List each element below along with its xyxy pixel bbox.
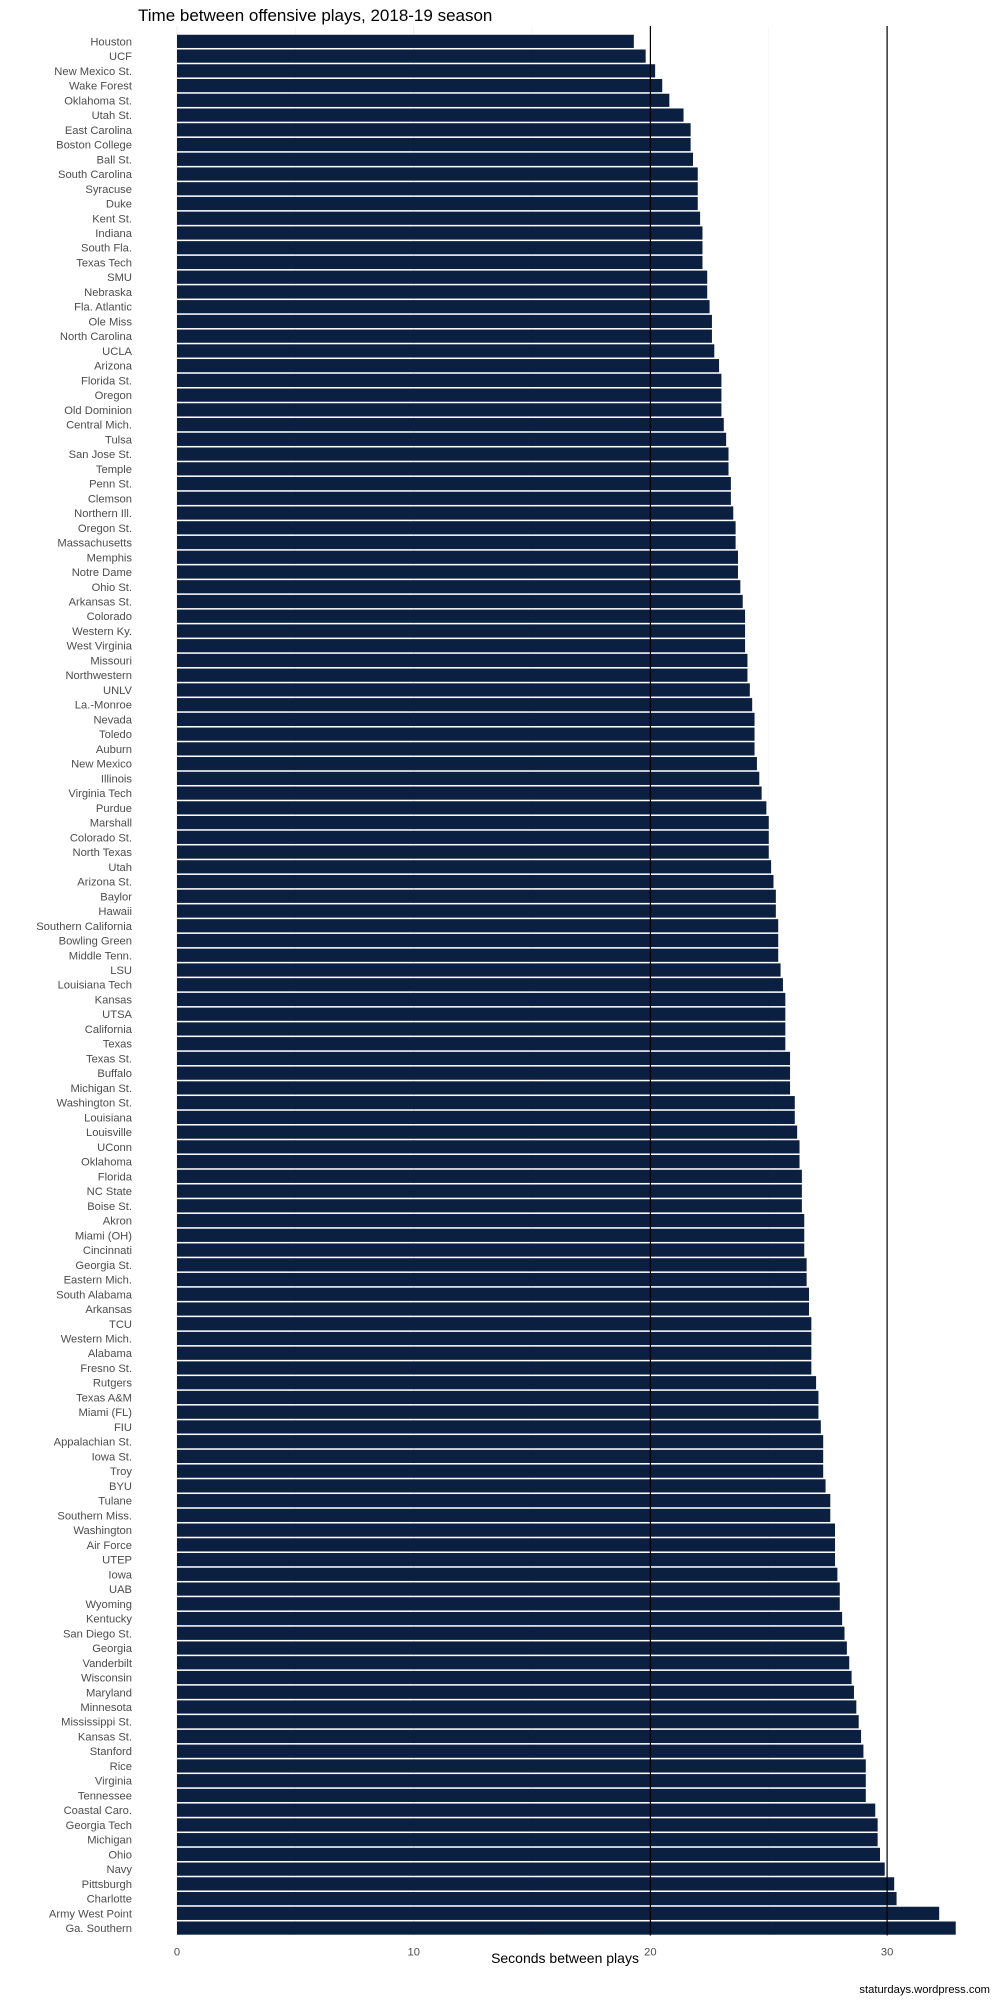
team-label: Tulane — [98, 1495, 132, 1508]
team-label: Texas Tech — [76, 257, 132, 270]
team-label: Utah — [108, 861, 132, 874]
team-label: San Jose St. — [68, 449, 132, 462]
bar — [177, 1494, 830, 1507]
bar — [177, 1568, 837, 1581]
team-label: Arkansas — [85, 1304, 132, 1317]
team-label: Ga. Southern — [65, 1923, 132, 1936]
team-label: Iowa St. — [91, 1451, 132, 1464]
bar — [177, 300, 710, 313]
team-label: Georgia Tech — [65, 1819, 132, 1832]
bar — [177, 374, 721, 387]
bar — [177, 904, 776, 917]
bar — [177, 1921, 956, 1934]
team-label: Memphis — [86, 552, 132, 565]
bar — [177, 860, 771, 873]
team-label: SMU — [107, 272, 132, 285]
bar — [177, 757, 757, 770]
x-tick-label: 30 — [880, 1946, 894, 1959]
bar — [177, 787, 762, 800]
team-label: UCF — [109, 51, 132, 64]
bar — [177, 1582, 840, 1595]
team-label: LSU — [110, 964, 132, 977]
bar — [177, 875, 773, 888]
team-label: South Alabama — [56, 1289, 132, 1302]
team-label: UCLA — [102, 345, 132, 358]
team-label: Penn St. — [89, 478, 132, 491]
bar — [177, 167, 698, 180]
team-label: Oklahoma St. — [64, 95, 132, 108]
bar — [177, 624, 745, 637]
team-label: Auburn — [95, 743, 132, 756]
team-label: Western Ky. — [72, 625, 132, 638]
bar — [177, 1332, 811, 1345]
team-label: Arizona — [94, 360, 132, 373]
team-label: Miami (FL) — [78, 1407, 132, 1420]
team-label: Akron — [102, 1215, 132, 1228]
bar — [177, 1450, 823, 1463]
team-label: Navy — [106, 1864, 132, 1877]
team-label: Alabama — [87, 1348, 132, 1361]
bar — [177, 1243, 804, 1256]
team-label: Georgia — [92, 1643, 132, 1656]
team-label: Massachusetts — [57, 537, 132, 550]
bar — [177, 212, 700, 225]
team-label: Texas — [102, 1038, 132, 1051]
team-label: Texas A&M — [76, 1392, 132, 1405]
bar — [177, 1509, 830, 1522]
team-label: UNLV — [102, 684, 132, 697]
bar — [177, 1199, 802, 1212]
team-label: South Fla. — [81, 242, 132, 255]
bar — [177, 1553, 835, 1566]
team-label: Colorado St. — [69, 832, 132, 845]
x-axis-label: Seconds between plays — [491, 1950, 639, 1966]
team-label: Notre Dame — [71, 567, 132, 580]
team-label: Marshall — [89, 817, 132, 830]
bar — [177, 1214, 804, 1227]
bar — [177, 713, 755, 726]
bar — [177, 271, 707, 284]
bar — [177, 1184, 802, 1197]
bar — [177, 1686, 854, 1699]
bar — [177, 1597, 840, 1610]
bar — [177, 1907, 939, 1920]
bar — [177, 1008, 785, 1021]
bar — [177, 1347, 811, 1360]
team-label: North Carolina — [59, 331, 132, 344]
bar — [177, 182, 698, 195]
bar — [177, 344, 714, 357]
x-tick-label: 10 — [407, 1946, 420, 1959]
team-label: Northern Ill. — [74, 508, 132, 521]
bar — [177, 580, 740, 593]
team-label: Florida St. — [81, 375, 132, 388]
team-label: Minnesota — [80, 1701, 132, 1714]
team-label: Baylor — [100, 891, 132, 904]
team-label: Purdue — [95, 802, 132, 815]
bar — [177, 1126, 797, 1139]
bar — [177, 816, 769, 829]
bar — [177, 536, 736, 549]
bar — [177, 772, 759, 785]
bar — [177, 654, 747, 667]
team-label: Duke — [105, 198, 132, 211]
team-label: Nevada — [93, 714, 132, 727]
bar — [177, 285, 707, 298]
team-label: Washington St. — [56, 1097, 132, 1110]
bar — [177, 492, 731, 505]
team-label: California — [84, 1023, 132, 1036]
team-label: UTSA — [102, 1009, 132, 1022]
bar — [177, 521, 736, 534]
bar — [177, 1420, 821, 1433]
team-label: Maryland — [85, 1687, 132, 1700]
bar — [177, 1302, 809, 1315]
bar — [177, 801, 766, 814]
bar — [177, 1627, 844, 1640]
bar — [177, 1096, 795, 1109]
bar — [177, 1612, 842, 1625]
bar — [177, 1288, 809, 1301]
bar — [177, 1465, 823, 1478]
team-label: Syracuse — [85, 183, 132, 196]
bar — [177, 1804, 875, 1817]
team-label: Washington — [73, 1525, 132, 1538]
team-label: Arkansas St. — [68, 596, 132, 609]
bar — [177, 565, 738, 578]
team-label: Boston College — [56, 139, 132, 152]
team-label: Louisiana — [84, 1112, 132, 1125]
team-label: Wyoming — [85, 1598, 132, 1611]
team-label: Oregon St. — [77, 522, 132, 535]
team-label: Ohio — [108, 1849, 132, 1862]
bar — [177, 1361, 811, 1374]
bar — [177, 919, 778, 932]
bar — [177, 949, 778, 962]
bar — [177, 1848, 880, 1861]
bar — [177, 1877, 894, 1890]
team-label: Illinois — [100, 773, 132, 786]
team-label: Stanford — [89, 1746, 132, 1759]
bar — [177, 1759, 866, 1772]
team-label: Miami (OH) — [74, 1230, 132, 1243]
bar — [177, 1818, 878, 1831]
bar — [177, 1435, 823, 1448]
bar — [177, 1863, 885, 1876]
bar — [177, 1037, 785, 1050]
team-label: UAB — [108, 1584, 132, 1597]
team-label: UConn — [97, 1141, 132, 1154]
team-label: Mississippi St. — [61, 1716, 132, 1729]
bar — [177, 963, 781, 976]
source-caption: staturdays.wordpress.com — [859, 1984, 990, 1996]
team-label: Middle Tenn. — [68, 950, 132, 963]
team-label: Oregon — [94, 390, 132, 403]
bar — [177, 845, 769, 858]
bar — [177, 477, 731, 490]
team-label: West Virginia — [66, 640, 132, 653]
team-label: Kansas St. — [77, 1731, 132, 1744]
bar — [177, 1067, 790, 1080]
team-label: TCU — [109, 1318, 132, 1331]
bar — [177, 64, 655, 77]
team-label: Clemson — [87, 493, 132, 506]
team-label: Buffalo — [97, 1068, 132, 1081]
bar — [177, 669, 747, 682]
team-label: Virginia — [94, 1775, 132, 1788]
bar — [177, 50, 646, 63]
bar — [177, 1730, 861, 1743]
x-tick-label: 0 — [173, 1946, 181, 1959]
team-label: Michigan — [87, 1834, 132, 1847]
bar — [177, 389, 721, 402]
bar — [177, 1170, 802, 1183]
bar — [177, 1140, 800, 1153]
bar — [177, 831, 769, 844]
team-label: Virginia Tech — [68, 788, 132, 801]
team-label: UTEP — [102, 1554, 132, 1567]
bar — [177, 1774, 866, 1787]
team-label: Ball St. — [96, 154, 132, 167]
team-label: NC State — [86, 1186, 132, 1199]
team-label: San Diego St. — [62, 1628, 132, 1641]
team-label: Toledo — [99, 729, 132, 742]
bar — [177, 683, 750, 696]
bar — [177, 1789, 866, 1802]
bar — [177, 79, 662, 92]
team-label: Old Dominion — [64, 404, 132, 417]
team-label: Boise St. — [87, 1200, 132, 1213]
team-label: Georgia St. — [75, 1259, 132, 1272]
x-tick-label: 20 — [644, 1946, 657, 1959]
team-label: South Carolina — [57, 169, 132, 182]
bar — [177, 1700, 856, 1713]
bar — [177, 1376, 816, 1389]
team-label: BYU — [108, 1480, 132, 1493]
bar — [177, 1052, 790, 1065]
team-label: Louisville — [85, 1127, 132, 1140]
team-label: Western Mich. — [60, 1333, 132, 1346]
bar — [177, 1391, 818, 1404]
bar — [177, 241, 702, 254]
team-label: Southern Miss. — [57, 1510, 132, 1523]
bar — [177, 890, 776, 903]
bar — [177, 359, 719, 372]
bar — [177, 1524, 835, 1537]
bar — [177, 551, 738, 564]
bar — [177, 1081, 790, 1094]
team-label: Missouri — [90, 655, 132, 668]
team-label: New Mexico St. — [54, 65, 132, 78]
team-label: Iowa — [108, 1569, 132, 1582]
team-label: Troy — [110, 1466, 132, 1479]
team-label: La.-Monroe — [74, 699, 132, 712]
team-label: New Mexico — [71, 758, 132, 771]
team-labels — [36, 36, 133, 1935]
team-label: Pittsburgh — [81, 1878, 132, 1891]
team-label: Temple — [95, 463, 132, 476]
team-label: Wake Forest — [69, 80, 132, 93]
team-label: Kentucky — [85, 1613, 132, 1626]
team-label: Northwestern — [65, 670, 132, 683]
bar — [177, 1229, 804, 1242]
bar — [177, 1258, 807, 1271]
team-label: Indiana — [95, 227, 132, 240]
team-label: East Carolina — [64, 124, 132, 137]
team-label: Oklahoma — [81, 1156, 132, 1169]
bar — [177, 123, 691, 136]
bar — [177, 639, 745, 652]
team-label: Utah St. — [91, 110, 132, 123]
team-label: Appalachian St. — [53, 1436, 132, 1449]
bar — [177, 1406, 818, 1419]
bar — [177, 993, 785, 1006]
team-label: Louisiana Tech — [57, 979, 132, 992]
team-label: Southern California — [36, 920, 132, 933]
team-label: Texas St. — [85, 1053, 132, 1066]
bar — [177, 742, 755, 755]
bar — [177, 197, 698, 210]
team-label: Vanderbilt — [82, 1657, 132, 1670]
bar — [177, 728, 755, 741]
bar — [177, 447, 729, 460]
bar — [177, 698, 752, 711]
team-label: Charlotte — [86, 1893, 132, 1906]
bar — [177, 1317, 811, 1330]
team-label: Air Force — [86, 1539, 132, 1552]
team-label: Army West Point — [48, 1908, 132, 1921]
chart-title: Time between offensive plays, 2018-19 season — [138, 6, 493, 25]
bar — [177, 1671, 852, 1684]
team-label: Nebraska — [84, 286, 132, 299]
team-label: North Texas — [72, 847, 132, 860]
team-label: Tulsa — [105, 434, 132, 447]
team-label: Wisconsin — [81, 1672, 132, 1685]
bar — [177, 1833, 878, 1846]
bar — [177, 1022, 785, 1035]
bar — [177, 1111, 795, 1124]
bar — [177, 403, 721, 416]
team-label: Eastern Mich. — [63, 1274, 132, 1287]
bars-group — [177, 35, 956, 1935]
bar — [177, 418, 724, 431]
team-label: Kent St. — [92, 213, 132, 226]
team-label: Rutgers — [92, 1377, 132, 1390]
bar — [177, 978, 783, 991]
team-label: Michigan St. — [70, 1082, 132, 1095]
team-label: Ohio St. — [91, 581, 132, 594]
team-label: Cincinnati — [82, 1245, 132, 1258]
bar — [177, 256, 702, 269]
bar — [177, 1479, 826, 1492]
team-label: Tennessee — [77, 1790, 132, 1803]
bar — [177, 138, 691, 151]
bar — [177, 315, 712, 328]
bar — [177, 153, 693, 166]
bar — [177, 934, 778, 947]
bar — [177, 1155, 800, 1168]
team-label: Rice — [109, 1760, 132, 1773]
bar — [177, 226, 702, 239]
team-label: Colorado — [86, 611, 132, 624]
bar — [177, 1641, 847, 1654]
team-label: Coastal Caro. — [63, 1805, 132, 1818]
bar — [177, 330, 712, 343]
team-label: Hawaii — [98, 906, 132, 919]
bar — [177, 610, 745, 623]
team-label: Houston — [90, 36, 132, 49]
bar — [177, 94, 669, 107]
bar — [177, 108, 684, 121]
bar — [177, 1745, 863, 1758]
team-label: Fla. Atlantic — [74, 301, 132, 314]
bar — [177, 1715, 859, 1728]
team-label: Ole Miss — [88, 316, 132, 329]
bar — [177, 1538, 835, 1551]
team-label: Central Mich. — [66, 419, 132, 432]
bar — [177, 1656, 849, 1669]
bar — [177, 595, 743, 608]
bar — [177, 1892, 897, 1905]
team-label: Florida — [97, 1171, 132, 1184]
bar — [177, 35, 634, 48]
bar — [177, 433, 726, 446]
bar — [177, 462, 729, 475]
team-label: Kansas — [94, 994, 132, 1007]
team-label: Bowling Green — [58, 935, 132, 948]
bar — [177, 1273, 807, 1286]
team-label: Arizona St. — [77, 876, 132, 889]
team-label: FIU — [113, 1421, 132, 1434]
team-label: Fresno St. — [80, 1362, 132, 1375]
